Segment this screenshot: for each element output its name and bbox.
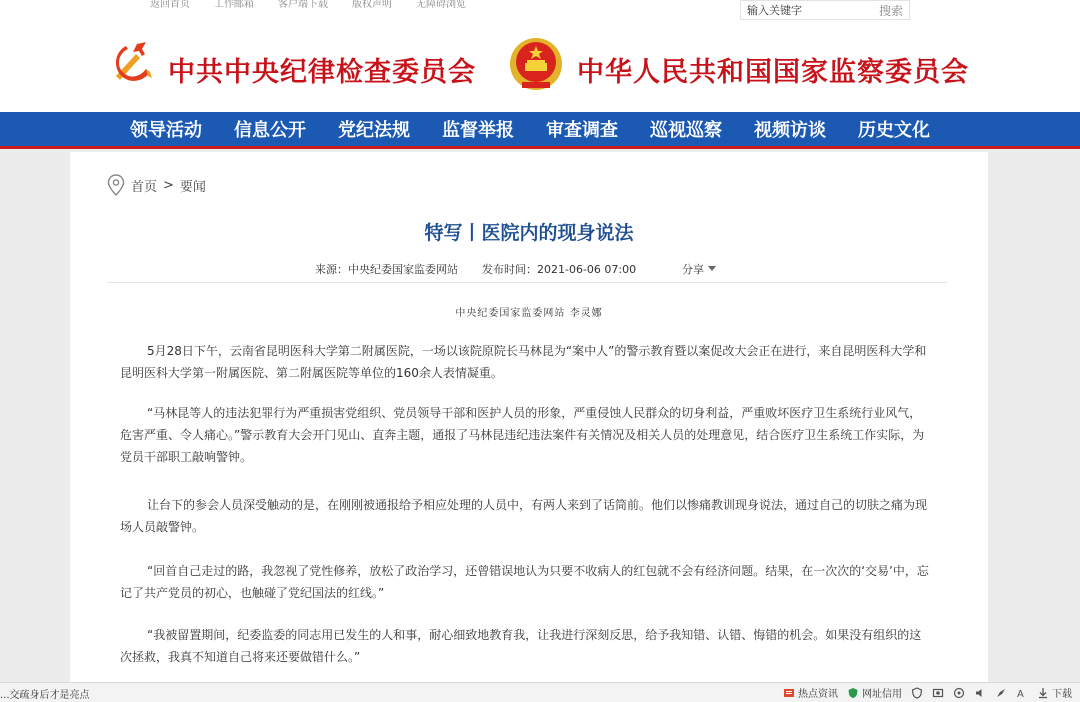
audio-icon[interactable] — [974, 687, 986, 699]
security-shield-icon[interactable] — [911, 687, 923, 699]
article-paragraph: 让台下的参会人员深受触动的是，在刚刚被通报给予相应处理的人员中，有两人来到了话筒前。他们以惨痛教训现身说法，通过自己的切肤之痛为现场人员敲警钟。 — [120, 498, 928, 534]
meta-divider — [107, 282, 947, 283]
article-container — [70, 152, 988, 682]
breadcrumb — [107, 174, 206, 196]
article-paragraph: 5月28日下午，云南省昆明医科大学第二附属医院，一场以该院原院长马林昆为“案中人”的警示教育暨以案促改大会正在进行，来自昆明医科大学和昆明医科大学第一附属医院、第二附属医院等单位的160余人表情凝重。 — [120, 344, 927, 380]
nav-inspection[interactable]: 巡视巡察 — [650, 120, 722, 141]
screenshot-icon[interactable] — [932, 687, 944, 699]
state-commission-title: 中华人民共和国国家监察委员会 — [577, 57, 969, 88]
link-home[interactable]: 返回首页 — [150, 0, 190, 10]
link-copyright[interactable]: 版权声明 — [352, 0, 392, 10]
status-tools — [783, 685, 1072, 700]
svg-text:A: A — [1017, 688, 1024, 699]
nav-supervision-report[interactable]: 监督举报 — [442, 120, 514, 141]
news-icon — [783, 687, 795, 699]
hot-news-button[interactable] — [783, 685, 838, 700]
accelerate-icon[interactable] — [995, 687, 1007, 699]
location-pin-icon — [107, 174, 125, 196]
translate-icon[interactable] — [1016, 687, 1028, 699]
web-trust-label: 网址信用 — [862, 689, 902, 700]
breadcrumb-home[interactable]: 首页 — [131, 179, 158, 195]
nav-leadership-activities[interactable]: 领导活动 — [130, 120, 202, 141]
cpc-commission-title: 中共中央纪律检查委员会 — [168, 57, 476, 88]
site-header — [0, 24, 1080, 112]
link-client-download[interactable]: 客户端下载 — [278, 0, 328, 10]
article-title: 特写丨医院内的现身说法 — [424, 222, 634, 244]
nav-review-investigation[interactable]: 审查调查 — [546, 120, 618, 141]
link-accessibility[interactable]: 无障碍浏览 — [416, 0, 466, 10]
hot-news-label: 热点资讯 — [798, 689, 838, 700]
top-utility-bar — [0, 0, 1080, 24]
nav-history-culture[interactable]: 历史文化 — [858, 120, 930, 141]
article-source: 来源：中央纪委国家监委网站 — [315, 263, 458, 276]
web-trust-button[interactable] — [847, 685, 902, 700]
shield-check-icon — [847, 687, 859, 699]
breadcrumb-current[interactable]: 要闻 — [179, 179, 206, 195]
download-label: 下载 — [1052, 689, 1072, 700]
browser-status-bar — [0, 682, 1080, 702]
download-icon — [1037, 687, 1049, 699]
national-emblem-icon — [508, 36, 564, 92]
article-paragraph: “我被留置期间，纪委监委的同志用已发生的人和事，耐心细致地教育我，让我进行深刻反思，给予我知错、认错、悔错的机会。如果没有组织的这次拯救，我真不知道自己将来还要做错什么。” — [120, 628, 922, 664]
download-button[interactable] — [1037, 685, 1072, 700]
nav-party-regulations[interactable]: 党纪法规 — [338, 120, 410, 141]
share-button[interactable] — [682, 261, 716, 277]
party-emblem-icon — [106, 38, 156, 88]
search-input[interactable] — [747, 4, 857, 17]
article-meta — [315, 261, 636, 277]
article-publish-time: 发布时间：2021-06-06 07:00 — [482, 263, 637, 276]
chevron-down-icon — [708, 266, 716, 272]
nav-information-disclosure[interactable]: 信息公开 — [234, 120, 306, 141]
view-icon[interactable] — [953, 687, 965, 699]
article-paragraph: “马林昆等人的违法犯罪行为严重损害党组织、党员领导干部和医护人员的形象，严重侵蚀人民群众的切身利益，严重败坏医疗卫生系统行业风气，危害严重、令人痛心。”警示教育大会开门见山、直奔主题，通报了马林昆违纪违法案件有关情况及相关人员的处理意见，结合医疗卫生系统工作实际，为党员干部职工敲响警钟。 — [120, 406, 925, 464]
search-button[interactable]: 搜索 — [878, 3, 903, 18]
share-label: 分享 — [682, 263, 704, 276]
top-links — [150, 0, 466, 12]
main-nav — [0, 112, 1080, 149]
breadcrumb-separator: > — [163, 177, 174, 193]
nav-video-interviews[interactable]: 视频访谈 — [754, 120, 826, 141]
article-paragraph: “回首自己走过的路，我忽视了党性修养，放松了政治学习，还曾错误地认为只要不收病人的红包就不会有经济问题。结果，在一次次的‘交易’中，忘记了共产党员的初心，也触碰了党纪国法的红线。” — [120, 564, 929, 600]
article-byline: 中央纪委国家监委网站 李灵娜 — [455, 308, 603, 319]
status-text: ...交疏身后才是亮点 — [0, 690, 90, 701]
link-work-email[interactable]: 工作邮箱 — [214, 0, 254, 10]
search-box — [740, 0, 910, 20]
